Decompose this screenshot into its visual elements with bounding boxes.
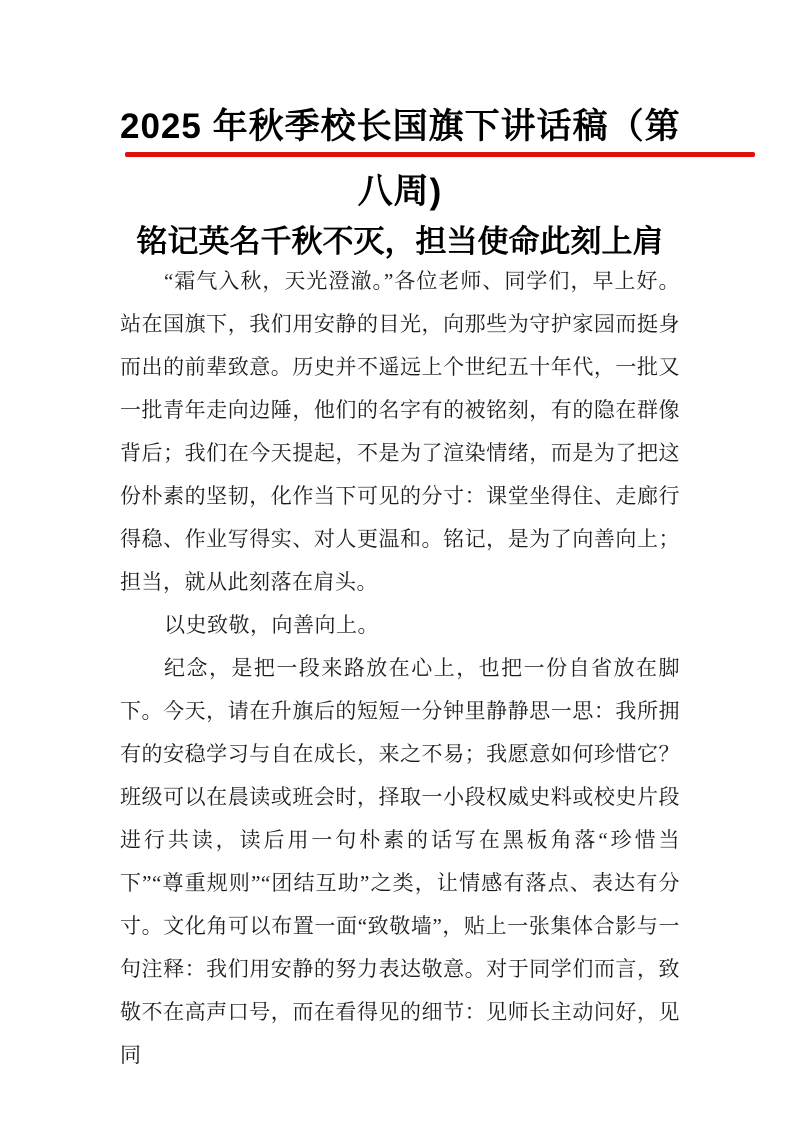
document-title-line-1: 2025 年秋季校长国旗下讲话稿（第	[120, 107, 681, 146]
document-title-line-2: 八周)	[357, 172, 443, 211]
body-paragraph-1: “霜气入秋，天光澄澈。”各位老师、同学们，早上好。站在国旗下，我们用安静的目光，向那些为守护家园而挺身而出的前辈致意。历史并不遥远上个世纪五十年代，一批又一批青年走向边陲，他们的名字有的被铭刻，有的隐在群像背后；我们在今天提起，不是为了渲染情绪，而是为了把这份朴素的坚韧，化作当下可见的分寸：课堂坐得住、走廊行得稳、作业写得实、对人更温和。铭记，是为了向善向上；担当，就从此刻落在肩头。	[120, 269, 680, 594]
body-paragraph-3: 纪念，是把一段来路放在心上，也把一份自省放在脚下。今天，请在升旗后的短短一分钟里静静思一思：我所拥有的安稳学习与自在成长，来之不易；我愿意如何珍惜它？班级可以在晨读或班会时，择取一小段权威史料或校史片段进行共读，读后用一句朴素的话写在黑板角落“珍惜当下”“尊重规则”“团结互助”之类，让情感有落点、表达有分寸。文化角可以布置一面“致敬墙”，贴上一张集体合影与一句注释：我们用安静的努力表达敬意。对于同学们而言，致敬不在高声口号，而在看得见的细节：见师长主动问好，见同	[120, 656, 680, 1067]
document-subtitle: 铭记英名千秋不灭，担当使命此刻上肩	[136, 224, 664, 259]
document-body	[120, 260, 680, 1077]
body-paragraph-2: 以史致敬，向善向上。	[164, 613, 379, 637]
